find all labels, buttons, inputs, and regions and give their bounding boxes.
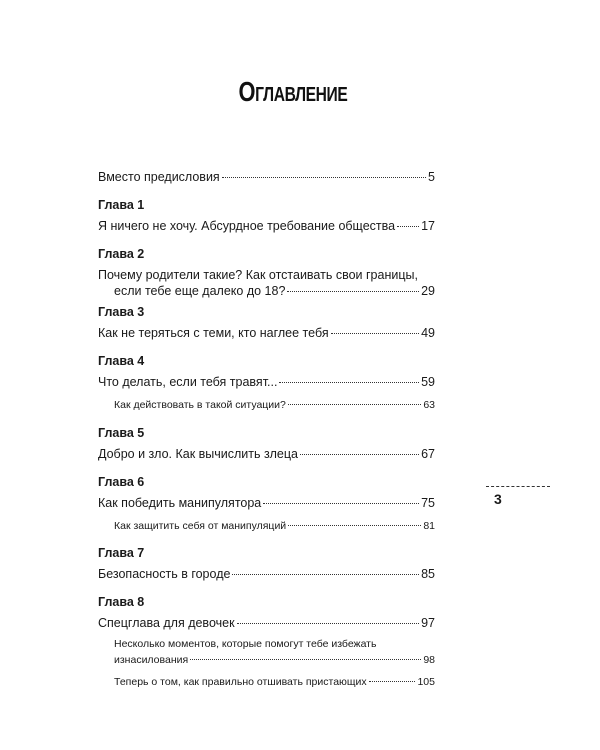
page-number-rule [486, 486, 550, 487]
toc-entry-ch1[interactable] [98, 219, 435, 234]
chapter-heading-4: Глава 4 [98, 354, 145, 368]
toc-page-number: 63 [423, 399, 435, 411]
page-title: Оглавление [238, 76, 348, 107]
dot-leader [263, 502, 419, 504]
toc-page-number: 75 [421, 496, 435, 510]
chapter-heading-7: Глава 7 [98, 546, 145, 560]
toc-entry-ch5[interactable] [98, 447, 435, 462]
toc-subentry-ch8-1[interactable] [114, 653, 435, 668]
dot-leader [288, 524, 421, 526]
dot-leader [397, 225, 419, 227]
toc-subentry-ch8-1-line1[interactable]: Несколько моментов, которые помогут тебе избежать [114, 638, 377, 650]
toc-page-number: 81 [423, 520, 435, 532]
toc-entry-text: Вместо предисловия [98, 170, 220, 184]
toc-entry-text: Спецглава для девочек [98, 616, 235, 630]
toc-entry-text: Добро и зло. Как вычислить злеца [98, 447, 298, 461]
toc-entry-ch3[interactable] [98, 326, 435, 341]
chapter-heading-2: Глава 2 [98, 247, 145, 261]
toc-entry-text: изнасилования [114, 654, 189, 666]
toc-entry-text: Как защитить себя от манипуляций [114, 520, 287, 532]
chapter-heading-3: Глава 3 [98, 305, 145, 319]
toc-page-number: 85 [421, 567, 435, 581]
chapter-heading-6: Глава 6 [98, 475, 145, 489]
toc-page-number: 29 [421, 284, 435, 298]
toc-page-number: 49 [421, 326, 435, 340]
toc-entry-text: Что делать, если тебя травят... [98, 375, 278, 389]
dot-leader [369, 680, 416, 682]
dot-leader [237, 622, 420, 624]
chapter-heading-8: Глава 8 [98, 595, 145, 609]
toc-entry-text: Как победить манипулятора [98, 496, 262, 510]
toc-entry-text: Как не теряться с теми, кто наглее тебя [98, 326, 329, 340]
toc-entry-preface[interactable] [98, 170, 435, 185]
toc-entry-ch2-line1[interactable]: Почему родители такие? Как отстаивать свои границы, [98, 268, 418, 282]
toc-page-number: 59 [421, 375, 435, 389]
toc-page-number: 67 [421, 447, 435, 461]
toc-entry-ch6[interactable] [98, 496, 435, 511]
dot-leader [222, 176, 426, 178]
toc-subentry-ch8-2[interactable] [114, 675, 435, 690]
dot-leader [288, 403, 421, 405]
toc-entry-ch8[interactable] [98, 616, 435, 631]
toc-entry-ch4[interactable] [98, 375, 435, 390]
toc-entry-text: Безопасность в городе [98, 567, 231, 581]
dot-leader [287, 290, 419, 292]
toc-page-number: 98 [423, 654, 435, 666]
dot-leader [300, 453, 419, 455]
toc-entry-ch7[interactable] [98, 567, 435, 582]
toc-page-number: 105 [417, 676, 435, 688]
toc-page-number: 97 [421, 616, 435, 630]
chapter-heading-1: Глава 1 [98, 198, 145, 212]
dot-leader [279, 381, 419, 383]
toc-entry-text: Теперь о том, как правильно отшивать пристающих [114, 676, 367, 688]
toc-entry-ch2[interactable] [114, 284, 435, 299]
toc-subentry-ch4[interactable] [114, 398, 435, 413]
toc-entry-text: Я ничего не хочу. Абсурдное требование общества [98, 219, 396, 233]
toc-entry-text: если тебе еще далеко до 18? [114, 284, 286, 298]
dot-leader [331, 332, 419, 334]
page-number: 3 [494, 491, 502, 507]
toc-subentry-ch6[interactable] [114, 519, 435, 534]
dot-leader [190, 658, 421, 660]
chapter-heading-5: Глава 5 [98, 426, 145, 440]
toc-entry-text: Как действовать в такой ситуации? [114, 399, 286, 411]
toc-page-number: 17 [421, 219, 435, 233]
toc-page-number: 5 [428, 170, 435, 184]
dot-leader [232, 573, 419, 575]
